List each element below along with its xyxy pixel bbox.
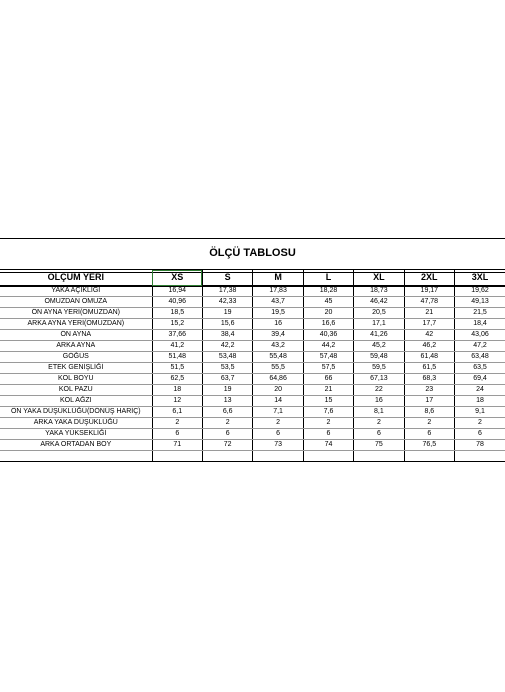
measurement-value: 53,48 [202, 352, 252, 363]
header-row [0, 270, 505, 286]
measurement-value: 73 [253, 440, 303, 451]
size-header-xl: XL [354, 270, 404, 286]
measurement-value: 18,73 [354, 286, 404, 297]
measurement-value: 51,5 [152, 363, 202, 374]
measurement-value: 21,5 [455, 308, 505, 319]
measurement-value: 16 [253, 319, 303, 330]
measurement-value: 68,3 [404, 374, 454, 385]
measurement-value: 17,1 [354, 319, 404, 330]
measurement-value: 18 [455, 396, 505, 407]
measurement-value: 15 [303, 396, 353, 407]
measurement-value: 37,66 [152, 330, 202, 341]
measurement-value: 51,48 [152, 352, 202, 363]
table-row [0, 396, 505, 407]
measurement-value: 7,6 [303, 407, 353, 418]
measurement-value: 59,48 [354, 352, 404, 363]
measurement-value: 2 [455, 418, 505, 429]
measurement-value: 9,1 [455, 407, 505, 418]
size-header-s: S [202, 270, 252, 286]
measurement-value: 41,26 [354, 330, 404, 341]
measurement-value: 2 [303, 418, 353, 429]
measurement-value: 61,48 [404, 352, 454, 363]
measurement-value: 6 [152, 429, 202, 440]
measurement-value: 12 [152, 396, 202, 407]
chart-title: ÖLÇÜ TABLOSU [209, 247, 296, 259]
measurement-value: 43,2 [253, 341, 303, 352]
table-row [0, 330, 505, 341]
measurement-value: 2 [404, 418, 454, 429]
measurement-name: ARKA AYNA YERİ(OMUZDAN) [0, 319, 152, 330]
measurement-value: 14 [253, 396, 303, 407]
measurement-value: 19,62 [455, 286, 505, 297]
measurement-value: 21 [303, 385, 353, 396]
measurement-value: 20,5 [354, 308, 404, 319]
measurement-value [202, 451, 252, 462]
measurement-value: 41,2 [152, 341, 202, 352]
table-row [0, 319, 505, 330]
measurement-value: 2 [202, 418, 252, 429]
measurement-value: 55,5 [253, 363, 303, 374]
measurement-value: 17,38 [202, 286, 252, 297]
measurement-name: ÖN AYNA [0, 330, 152, 341]
measurement-value: 17 [404, 396, 454, 407]
measurement-value: 20 [303, 308, 353, 319]
measurement-value: 47,2 [455, 341, 505, 352]
measurement-value: 24 [455, 385, 505, 396]
measurement-value: 75 [354, 440, 404, 451]
measurement-value: 57,5 [303, 363, 353, 374]
measurement-value: 44,2 [303, 341, 353, 352]
measurement-name: ÖN AYNA YERİ(OMUZDAN) [0, 308, 152, 319]
measurement-value: 8,1 [354, 407, 404, 418]
measurement-value: 17,7 [404, 319, 454, 330]
measurement-value: 15,2 [152, 319, 202, 330]
size-header-m: M [253, 270, 303, 286]
measurement-value: 6 [354, 429, 404, 440]
measurement-value: 6,1 [152, 407, 202, 418]
measurement-value: 2 [354, 418, 404, 429]
measurement-value: 72 [202, 440, 252, 451]
measurement-name: YAKA YÜKSEKLİĞİ [0, 429, 152, 440]
measurement-value: 19,5 [253, 308, 303, 319]
table-row [0, 429, 505, 440]
table-row [0, 407, 505, 418]
measurement-value: 76,5 [404, 440, 454, 451]
measurement-value: 66 [303, 374, 353, 385]
measurement-name: ARKA YAKA DÜŞÜKLÜĞÜ [0, 418, 152, 429]
measurement-value: 19,17 [404, 286, 454, 297]
table-row [0, 341, 505, 352]
size-chart-table [0, 269, 505, 462]
measurement-column-header: ÖLÇÜM YERİ [0, 270, 152, 286]
measurement-value [354, 451, 404, 462]
table-row [0, 418, 505, 429]
measurement-name: KOL PAZU [0, 385, 152, 396]
measurement-value: 53,5 [202, 363, 252, 374]
measurement-value: 63,5 [455, 363, 505, 374]
measurement-value: 55,48 [253, 352, 303, 363]
measurement-value [253, 451, 303, 462]
measurement-value: 67,13 [354, 374, 404, 385]
measurement-value: 16,94 [152, 286, 202, 297]
table-row [0, 363, 505, 374]
measurement-value: 62,5 [152, 374, 202, 385]
measurement-value: 61,5 [404, 363, 454, 374]
measurement-value: 59,5 [354, 363, 404, 374]
measurement-value: 19 [202, 385, 252, 396]
measurement-name: KOL BOYU [0, 374, 152, 385]
measurement-value: 18,5 [152, 308, 202, 319]
measurement-value: 6 [202, 429, 252, 440]
measurement-value [404, 451, 454, 462]
measurement-value: 13 [202, 396, 252, 407]
table-row [0, 385, 505, 396]
measurement-value: 69,4 [455, 374, 505, 385]
measurement-value: 45,2 [354, 341, 404, 352]
measurement-value: 16,6 [303, 319, 353, 330]
measurement-value: 40,96 [152, 297, 202, 308]
measurement-value: 22 [354, 385, 404, 396]
measurement-name [0, 451, 152, 462]
table-row [0, 297, 505, 308]
measurement-name: ARKA ORTADAN BOY [0, 440, 152, 451]
measurement-value: 6,6 [202, 407, 252, 418]
measurement-value: 6 [253, 429, 303, 440]
measurement-value: 6 [303, 429, 353, 440]
title-row [0, 238, 505, 273]
measurement-value [303, 451, 353, 462]
measurement-value [455, 451, 505, 462]
measurement-value: 63,7 [202, 374, 252, 385]
measurement-value: 21 [404, 308, 454, 319]
measurement-value: 49,13 [455, 297, 505, 308]
measurement-value [152, 451, 202, 462]
measurement-value: 63,48 [455, 352, 505, 363]
measurement-value: 15,6 [202, 319, 252, 330]
size-header-3xl: 3XL [455, 270, 505, 286]
measurement-value: 23 [404, 385, 454, 396]
measurement-value: 46,2 [404, 341, 454, 352]
measurement-value: 42,33 [202, 297, 252, 308]
measurement-value: 47,78 [404, 297, 454, 308]
measurement-name: ETEK GENİŞLİĞİ [0, 363, 152, 374]
measurement-value: 57,48 [303, 352, 353, 363]
measurement-value: 18 [152, 385, 202, 396]
measurement-value: 18,4 [455, 319, 505, 330]
measurement-value: 45 [303, 297, 353, 308]
table-row [0, 308, 505, 319]
measurement-value: 7,1 [253, 407, 303, 418]
table-row [0, 286, 505, 297]
measurement-name: GÖĞÜS [0, 352, 152, 363]
measurement-value: 39,4 [253, 330, 303, 341]
measurement-value: 74 [303, 440, 353, 451]
measurement-value: 78 [455, 440, 505, 451]
measurement-value: 42 [404, 330, 454, 341]
table-row [0, 440, 505, 451]
table-row [0, 374, 505, 385]
measurement-value: 64,86 [253, 374, 303, 385]
size-header-2xl: 2XL [404, 270, 454, 286]
measurement-value: 71 [152, 440, 202, 451]
measurement-name: YAKA AÇIKLIĞI [0, 286, 152, 297]
measurement-name: OMUZDAN OMUZA [0, 297, 152, 308]
table-row [0, 352, 505, 363]
measurement-value: 16 [354, 396, 404, 407]
measurement-value: 6 [404, 429, 454, 440]
measurement-value: 19 [202, 308, 252, 319]
measurement-name: KOL AĞZI [0, 396, 152, 407]
measurement-value: 42,2 [202, 341, 252, 352]
measurement-name: ÖN YAKA DÜŞÜKLÜĞÜ(DÖNÜŞ HARİÇ) [0, 407, 152, 418]
size-header-xs: XS [152, 270, 202, 286]
measurement-value: 17,83 [253, 286, 303, 297]
measurement-value: 6 [455, 429, 505, 440]
measurement-value: 43,06 [455, 330, 505, 341]
size-header-l: L [303, 270, 353, 286]
table-row [0, 451, 505, 462]
measurement-value: 2 [253, 418, 303, 429]
measurement-value: 40,36 [303, 330, 353, 341]
measurement-name: ARKA AYNA [0, 341, 152, 352]
measurement-value: 38,4 [202, 330, 252, 341]
measurement-value: 20 [253, 385, 303, 396]
measurement-value: 8,6 [404, 407, 454, 418]
measurement-value: 2 [152, 418, 202, 429]
measurement-value: 43,7 [253, 297, 303, 308]
measurement-value: 46,42 [354, 297, 404, 308]
measurement-value: 18,28 [303, 286, 353, 297]
